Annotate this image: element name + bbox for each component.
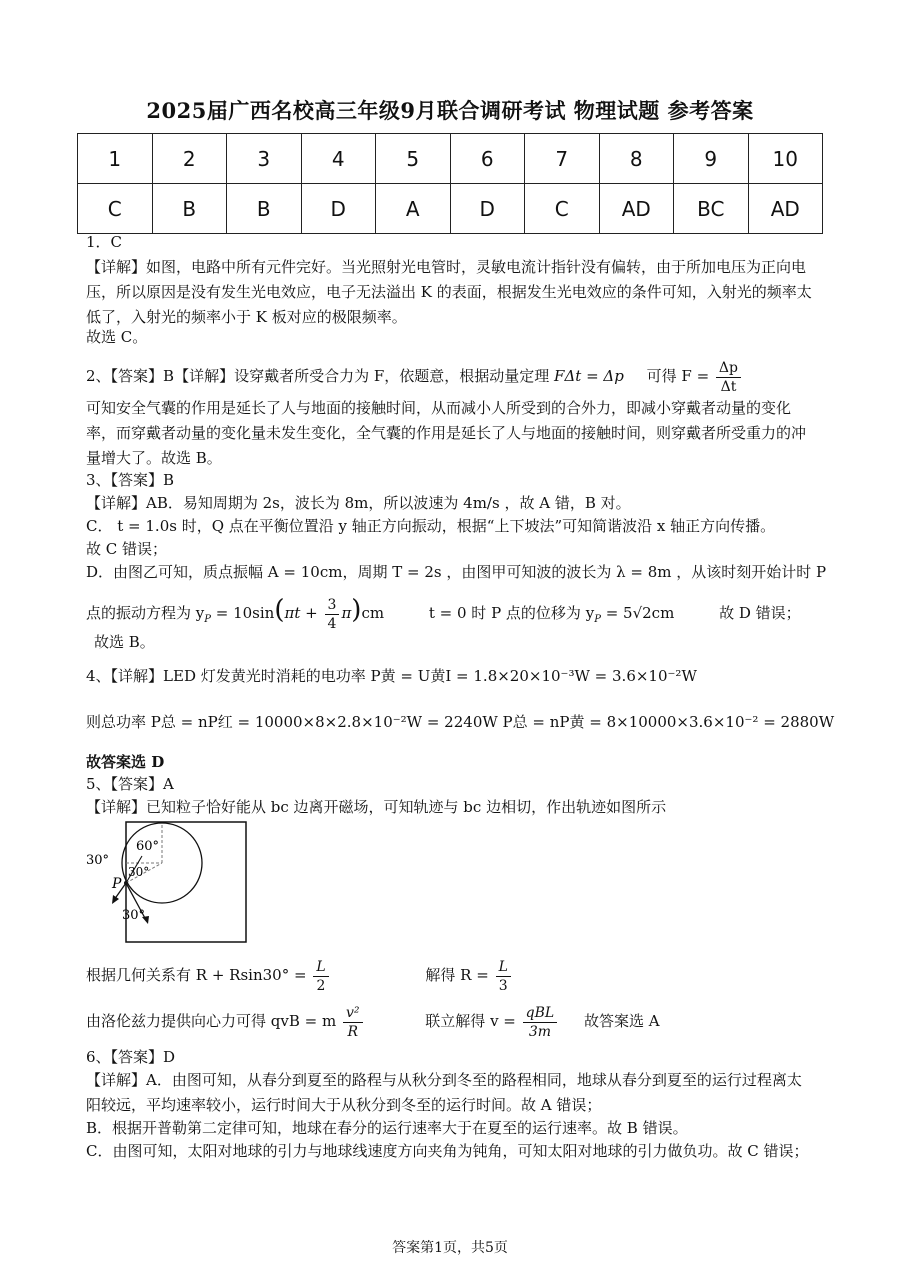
answer-cell: B xyxy=(152,184,227,234)
q5-geometry-line xyxy=(86,955,816,995)
q6-head: 6、【答案】D xyxy=(86,1048,176,1066)
q3-eq-sin: = 10sin xyxy=(210,604,275,622)
question-number: 9 xyxy=(674,134,749,184)
angle-label: 30° xyxy=(86,853,110,868)
q3-ab: 【详解】AB．易知周期为 2s，波长为 8m，所以波速为 4m/s ，故 A 错，B 对。 xyxy=(86,494,631,512)
q3-d-verdict: 故 D 错误； xyxy=(719,604,801,622)
q3-disp: t = 0 时 P 点的位移为 y xyxy=(428,604,595,622)
q2-fraction xyxy=(716,359,741,396)
q5-head: 5、【答案】A xyxy=(86,775,174,793)
q5-lor-a-fraction xyxy=(343,1004,363,1041)
q3-c: C． t = 1.0s 时，Q 点在平衡位置沿 y 轴正方向振动，根据“上下坡法”可知简谐波沿 x 轴正方向传播。 xyxy=(86,517,776,535)
answer-cell: D xyxy=(301,184,376,234)
q4-line1: 4、【详解】LED 灯发黄光时消耗的电功率 P黄 = U黄I = 1.8×20×10⁻³W = 3.6×10⁻²W xyxy=(86,667,697,685)
q5-lor-a: 由洛伦兹力提供向心力可得 qvB = m xyxy=(86,1012,337,1030)
point-p xyxy=(124,881,128,885)
q5-lor-b-fraction xyxy=(523,1004,558,1041)
answer-cell: C xyxy=(78,184,153,234)
answer-row xyxy=(78,184,823,234)
question-number: 7 xyxy=(525,134,600,184)
q5-geo-a-fraction xyxy=(313,958,328,995)
fraction-denominator: 2 xyxy=(316,977,326,994)
fraction-numerator: L xyxy=(496,958,511,977)
answer-cell: C xyxy=(525,184,600,234)
question-number-row xyxy=(78,134,823,184)
q2-head-line xyxy=(86,358,816,396)
question-number: 6 xyxy=(450,134,525,184)
q3-conclusion: 故选 B。 xyxy=(94,633,155,651)
answer-cell: AD xyxy=(748,184,823,234)
q3-d-equation-line: 点的振动方程为 $y_P = 10\sin(\pi t$ + $\frac{3}{4}$ π)cm t = 0 时 P 点的位移为 $y_P = 5√2cm$ 故 D 错误； xyxy=(86,595,801,632)
q4-line2: 则总功率 P总 = nP红 = 10000×8×2.8×10⁻²W = 2240W P总 = nP黄 = 8×10000×3.6×10⁻² = 2880W xyxy=(86,713,835,731)
q3-disp-value: = 5√2cm xyxy=(600,604,675,622)
q3-eq-label: 点的振动方程为 y xyxy=(86,604,205,622)
q1-head: 1．C xyxy=(86,233,123,251)
q5-geo-b: 解得 R = xyxy=(425,966,489,984)
page-footer: 答案第1页，共5页 xyxy=(392,1240,508,1256)
q3-d: D．由图乙可知，质点振幅 A = 10cm，周期 T = 2s ，由图甲可知波的波长为 λ = 8m ，从该时刻开始计时 P xyxy=(86,563,827,581)
fraction-denominator: R xyxy=(347,1023,359,1040)
q3-eq-unit: cm xyxy=(361,604,385,622)
question-number: 10 xyxy=(748,134,823,184)
q6-c: C．由图可知，太阳对地球的引力与地球线速度方向夹角为钝角，可知太阳对地球的引力做负功。故 C 错误； xyxy=(86,1142,809,1160)
q3-eq-pi: π xyxy=(341,604,352,622)
fraction-numerator: v² xyxy=(343,1004,363,1023)
answer-cell: D xyxy=(450,184,525,234)
angle-label: 30° xyxy=(122,908,146,923)
page-title: 2025届广西名校高三年级9月联合调研考试 物理试题 参考答案 xyxy=(146,98,754,123)
answer-cell: BC xyxy=(674,184,749,234)
question-number: 2 xyxy=(152,134,227,184)
q2-mid: 可得 F = xyxy=(646,367,710,385)
fraction-denominator: Δt xyxy=(720,378,737,395)
question-number: 8 xyxy=(599,134,674,184)
q1-detail: 【详解】如图，电路中所有元件完好。当光照射光电管时，灵敏电流计指针没有偏转，由于所加电压为正向电压，所以原因是没有发生光电效应，电子无法溢出 K 的表面，根据发生光电效应的条件可知，入射光的频率太低了，入射光的频率小于 K 板对应的极限频率。 xyxy=(86,258,812,326)
answer-cell: A xyxy=(376,184,451,234)
answer-cell: AD xyxy=(599,184,674,234)
q5-lor-b: 联立解得 v = xyxy=(425,1012,516,1030)
q3-eq-phase: πt + xyxy=(284,604,318,622)
answer-table xyxy=(77,133,823,234)
question-number: 1 xyxy=(78,134,153,184)
fraction-denominator: 3m xyxy=(528,1023,552,1040)
q5-lorentz-line xyxy=(86,1001,816,1041)
q5-lor-c: 故答案选 A xyxy=(584,1012,660,1030)
fraction-denominator: 3 xyxy=(498,977,508,994)
q3-head: 3、【答案】B xyxy=(86,471,175,489)
fraction-numerator: 3 xyxy=(325,596,340,615)
answer-cell: B xyxy=(227,184,302,234)
fraction-denominator: 4 xyxy=(327,615,337,632)
q2-equation: FΔt = Δp xyxy=(554,367,624,385)
fraction-numerator: Δp xyxy=(716,359,741,378)
question-number: 5 xyxy=(376,134,451,184)
fraction-numerator: L xyxy=(313,958,328,977)
q4-conclusion: 故答案选 D xyxy=(86,753,165,771)
q5-geo-a: 根据几何关系有 R + Rsin30° = xyxy=(86,966,307,984)
q1-conclusion: 故选 C。 xyxy=(86,328,148,346)
angle-label: 30° xyxy=(128,865,150,879)
trajectory-figure xyxy=(84,820,254,945)
arrow-head xyxy=(112,895,119,904)
point-label: P xyxy=(112,876,122,892)
q6-a: 【详解】A．由图可知，从春分到夏至的路程与从秋分到冬至的路程相同，地球从春分到夏至的运行过程离太阳较远，平均速率较小，运行时间大于从秋分到冬至的运行时间。故 A 错误； xyxy=(86,1071,802,1114)
q3-fraction xyxy=(325,596,340,633)
q3-c2: 故 C 错误； xyxy=(86,540,168,558)
q5-detail: 【详解】已知粒子恰好能从 bc 边离开磁场，可知轨迹与 bc 边相切，作出轨迹如图所示 xyxy=(86,798,667,816)
q6-b: B．根据开普勒第二定律可知，地球在春分的运行速率大于在夏至的运行速率。故 B 错误。 xyxy=(86,1119,688,1137)
fraction-numerator: qBL xyxy=(523,1004,558,1023)
angle-label: 60° xyxy=(136,839,160,854)
q2-detail: 可知安全气囊的作用是延长了人与地面的接触时间，从而减小人所受到的合外力，即减小穿戴者动量的变化率，而穿戴者动量的变化量未发生变化，全气囊的作用是延长了人与地面的接触时间，则穿戴者所受重力的冲量增大了。故选 B。 xyxy=(86,399,807,467)
question-number: 3 xyxy=(227,134,302,184)
q2-head: 2、【答案】B【详解】设穿戴者所受合力为 F，依题意，根据动量定理 xyxy=(86,367,550,385)
q5-geo-b-fraction xyxy=(496,958,511,995)
question-number: 4 xyxy=(301,134,376,184)
